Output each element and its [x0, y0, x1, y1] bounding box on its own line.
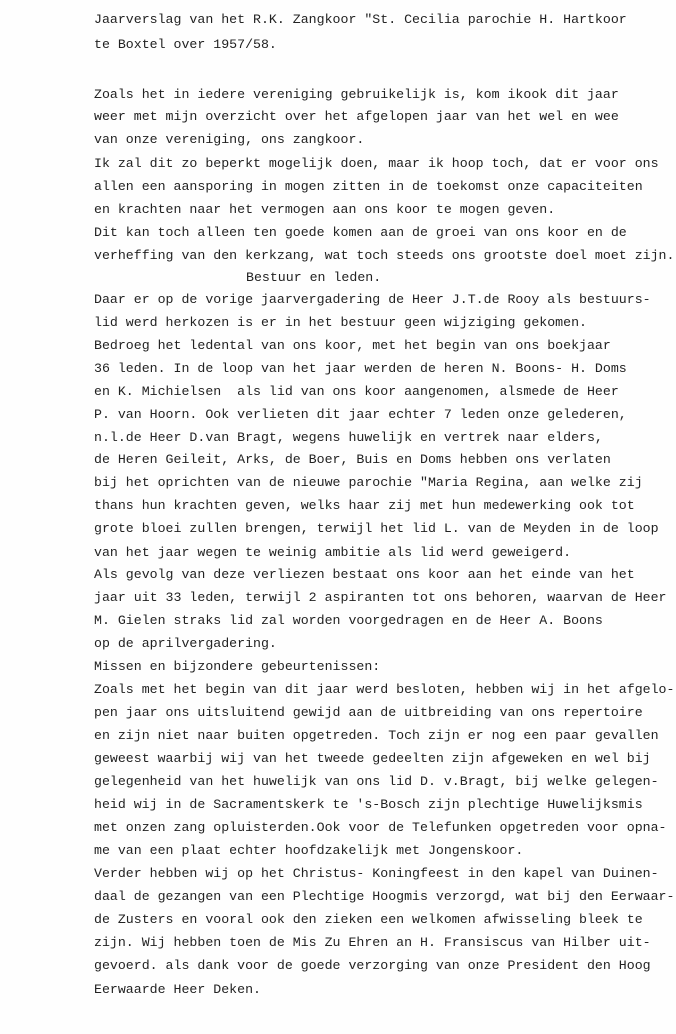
members-line: bij het oprichten van de nieuwe parochie "Maria Regina, aan welke zij	[94, 475, 643, 490]
members-line: Daar er op de vorige jaarvergadering de Heer J.T.de Rooy als bestuurs-	[94, 292, 651, 307]
members-line: Bedroeg het ledental van ons koor, met het begin van ons boekjaar	[94, 338, 611, 353]
intro-line: verheffing van den kerkzang, wat toch steeds ons grootste doel moet zijn.	[94, 248, 675, 263]
events-line: pen jaar ons uitsluitend gewijd aan de uitbreiding van ons repertoire	[94, 705, 643, 720]
events-line: Zoals met het begin van dit jaar werd besloten, hebben wij in het afgelo-	[94, 682, 675, 697]
members-line: thans hun krachten geven, welks haar zij met hun medewerking ook tot	[94, 498, 635, 513]
intro-line: allen een aansporing in mogen zitten in de toekomst onze capaciteiten	[94, 179, 643, 194]
events-line: gevoerd. als dank voor de goede verzorging van onze President den Hoog	[94, 958, 651, 973]
members-line: n.l.de Heer D.van Bragt, wegens huwelijk en vertrek naar elders,	[94, 430, 603, 445]
members-line: jaar uit 33 leden, terwijl 2 aspiranten tot ons behoren, waarvan de Heer	[94, 590, 667, 605]
events-line: daal de gezangen van een Plechtige Hoogmis verzorgd, wat bij den Eerwaar-	[94, 889, 675, 904]
intro-line: en krachten naar het vermogen aan ons koor te mogen geven.	[94, 202, 556, 217]
section-heading-missen: Missen en bijzondere gebeurtenissen:	[94, 659, 381, 674]
events-line: en zijn niet naar buiten opgetreden. Toch zijn er nog een paar gevallen	[94, 728, 659, 743]
events-line: me van een plaat echter hoofdzakelijk met Jongenskoor.	[94, 843, 524, 858]
intro-line: van onze vereniging, ons zangkoor.	[94, 132, 365, 147]
events-line: geweest waarbij wij van het tweede gedeelten zijn afgeweken en wel bij	[94, 751, 651, 766]
events-line: met onzen zang opluisterden.Ook voor de Telefunken opgetreden voor opna-	[94, 820, 667, 835]
events-line: de Zusters en vooral ook den zieken een welkomen afwisseling bleek te	[94, 912, 643, 927]
members-line: van het jaar wegen te weinig ambitie als lid werd geweigerd.	[94, 545, 572, 560]
events-line: zijn. Wij hebben toen de Mis Zu Ehren an H. Fransiscus van Hilber uit-	[94, 935, 651, 950]
title-line-2: te Boxtel over 1957/58.	[94, 37, 277, 52]
intro-line: Zoals het in iedere vereniging gebruikelijk is, kom ikook dit jaar	[94, 87, 619, 102]
members-line: en K. Michielsen als lid van ons koor aangenomen, alsmede de Heer	[94, 384, 619, 399]
events-line: Verder hebben wij op het Christus- Koningfeest in den kapel van Duinen-	[94, 866, 659, 881]
intro-line: weer met mijn overzicht over het afgelopen jaar van het wel en wee	[94, 109, 619, 124]
members-line: grote bloei zullen brengen, terwijl het lid L. van de Meyden in de loop	[94, 521, 659, 536]
intro-line: Dit kan toch alleen ten goede komen aan de groei van ons koor en de	[94, 225, 627, 240]
members-line: op de aprilvergadering.	[94, 636, 277, 651]
members-line: Als gevolg van deze verliezen bestaat ons koor aan het einde van het	[94, 567, 635, 582]
events-line: gelegenheid van het huwelijk van ons lid D. v.Bragt, bij welke gelegen-	[94, 774, 659, 789]
members-line: 36 leden. In de loop van het jaar werden de heren N. Boons- H. Doms	[94, 361, 627, 376]
members-line: lid werd herkozen is er in het bestuur geen wijziging gekomen.	[94, 315, 587, 330]
title-line-1: Jaarverslag van het R.K. Zangkoor "St. Cecilia parochie H. Hartkoor	[94, 12, 627, 27]
events-line: heid wij in de Sacramentskerk te 's-Bosch zijn plechtige Huwelijksmis	[94, 797, 643, 812]
members-line: M. Gielen straks lid zal worden voorgedragen en de Heer A. Boons	[94, 613, 603, 628]
members-line: de Heren Geileit, Arks, de Boer, Buis en Doms hebben ons verlaten	[94, 452, 611, 467]
members-line: P. van Hoorn. Ook verlieten dit jaar echter 7 leden onze gelederen,	[94, 407, 627, 422]
events-line: Eerwaarde Heer Deken.	[94, 982, 261, 997]
section-heading-bestuur: Bestuur en leden.	[246, 270, 382, 285]
intro-line: Ik zal dit zo beperkt mogelijk doen, maar ik hoop toch, dat er voor ons	[94, 156, 659, 171]
